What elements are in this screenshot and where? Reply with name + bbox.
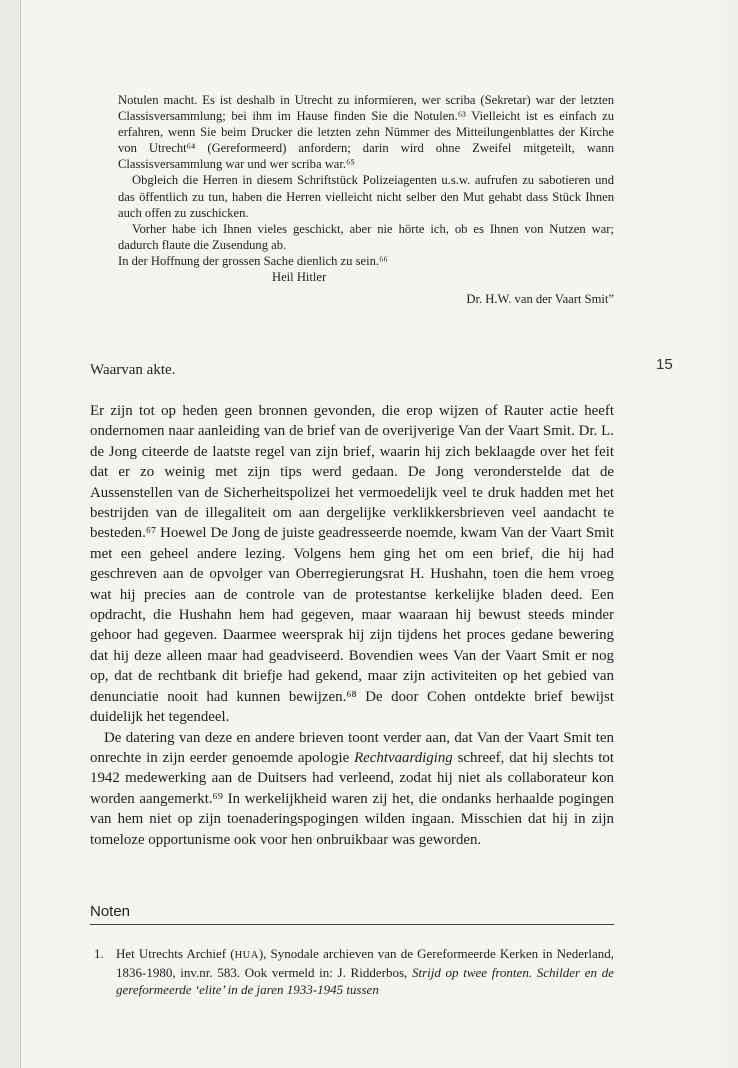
quote-paragraph: Obgleich die Herren in diesem Schriftstück Polizeiagenten u.s.w. aufrufen zu sabotieren und das öffentlich zu tun, haben die Herren vielleicht nicht selber den Mut gehabt dass Stück Ihnen auch offen zu zuschicken. (118, 173, 614, 220)
closing-line: Waarvan akte. (90, 362, 176, 378)
quoted-letter (118, 92, 614, 307)
notes-divider (90, 924, 614, 925)
body-text-run: De datering van deze en andere brieven toont verder aan, dat Van der Vaart Smit ten onrechte in zijn eerder genoemde apologie (90, 729, 614, 766)
quote-salutation: Heil Hitler (272, 270, 327, 285)
quote-paragraph: Notulen macht. Es ist deshalb in Utrecht zu informieren, wer scriba (Sekretar) war der letzten Classisversammlung; bei ihm im Hause finden Sie die Notulen.⁶³ Vielleicht ist es einfach zu erfahren, wenn Sie beim Drucker die letzten zehn Nümmer des Mitteilungenblattes der Kirche von Utrecht⁶⁴ (Gereformeerd) anfordern; darin wird ohne Zweifel mitgeteilt, wann Classisversammlung war und wer scriba war.⁶⁵ (118, 93, 614, 172)
footnote-text (116, 945, 614, 998)
quote-paragraph: In der Hoffnung der grossen Sache dienlich zu sein.⁶⁶ (118, 253, 388, 268)
book-title: Rechtvaardiging (354, 749, 453, 766)
footnote-number: 1. (94, 946, 104, 961)
footnote-run: ), Synodale archieven van de Gereformeerde Kerken in Nederland, 1836-1980, inv.nr. 583. Ook vermeld in: J. Ridderbos, (116, 946, 614, 980)
archive-abbreviation: HUA (234, 950, 259, 961)
cited-title: Strijd op twee fronten. Schilder en de gereformeerde ‘elite’ in de jaren 1933-1945 tussen (116, 965, 614, 997)
quote-signature: Dr. H.W. van der Vaart Smit” (466, 292, 614, 307)
footnote (90, 945, 614, 998)
notes-heading: Noten (90, 903, 131, 920)
body-paragraph: Er zijn tot op heden geen bronnen gevonden, die erop wijzen of Rauter actie heeft ondernomen naar aanleiding van de brief van de overijverige Van der Vaart Smit. Dr. L. de Jong citeerde de laatste regel van zijn brief, waarin hij zich beklaagde over het feit dat er zo weinig met zijn tips werd gedaan. De Jong veronderstelde dat de Aussenstellen van de Sicherheitspolizei het vermoedelijk veel te druk hadden met het bestrijden van de illegaliteit om aan dergelijke verklikkersbrieven veel aandacht te besteden.⁶⁷ Hoewel De Jong de juiste geadresseerde noemde, kwam Van der Vaart Smit met een geheel andere lezing. Volgens hem ging het om een brief, die hij had geschreven aan de opvolger van Oberregierungsrat H. Hushahn, toen die hem vroeg wat hij precies aan de controle van de protestantse kerkelijke bladen deed. Een opdracht, die Hushahn hem had gegeven, maar waaraan hij bewust steeds minder gehoor had gegeven. Daarmee weersprak hij zijn tijdens het proces gedane bewering dat hij deze alleen maar had geadviseerd. Bovendien wees Van der Vaart Smit er nog op, dat de rechtbank dit briefje had gekend, maar zijn activiteiten op het gebied van denunciatie nooit had kunnen bewijzen.⁶⁸ De door Cohen ontdekte brief bewijst duidelijk het tegendeel. (90, 403, 614, 726)
body-text-run: schreef, dat hij slechts tot 1942 medewerking aan de Duitsers had verleend, zodat hij niet als collaborateur kon worden aangemerkt.⁶⁹ In werkelijkheid waren zij het, die ondanks herhaalde pogingen van hem niet op zijn toenaderingspogingen wilden ingaan. Misschien dat hij in zijn tomeloze opportunisme ook voor hen onbruikbaar was geworden. (90, 749, 614, 848)
footnote-run: Het Utrechts Archief ( (116, 946, 235, 961)
body-text (90, 401, 614, 850)
scan-left-edge (0, 0, 21, 1068)
page-number: 15 (656, 356, 673, 373)
quote-paragraph: Vorher habe ich Ihnen vieles geschickt, aber nie hörte ich, ob es Ihnen von Nutzen war; dadurch flaute die Zusendung ab. (118, 221, 614, 252)
body-paragraph (90, 728, 614, 850)
scan-right-edge (704, 0, 738, 1068)
